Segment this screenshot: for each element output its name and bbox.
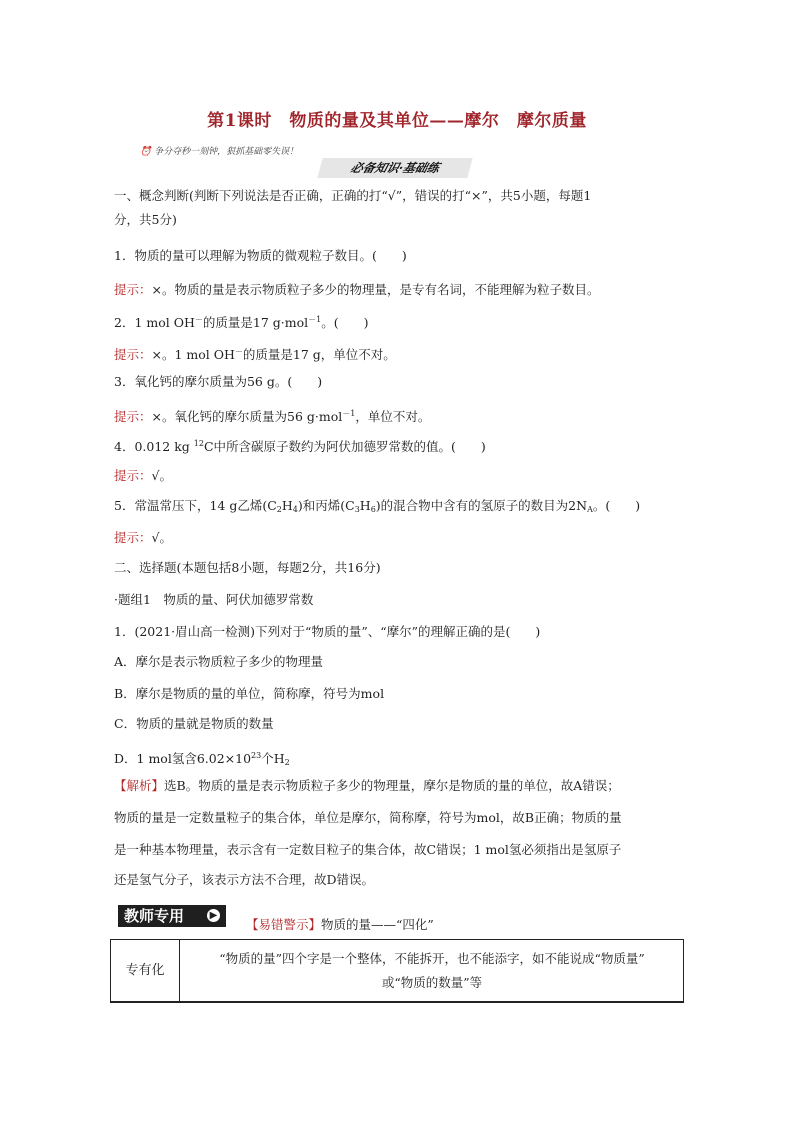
section2-header: 二、选择题(本题包括8小题，每题2分，共16分) <box>114 560 381 575</box>
superscript: 23 <box>251 751 262 760</box>
section1-header-line2: 分，共5分) <box>114 212 177 227</box>
subscript: 3 <box>354 505 360 514</box>
q2-part: 2．1 mol OH <box>114 315 195 330</box>
hint-label: 提示： <box>114 530 152 545</box>
option-d-part: D．1 mol氢含6.02×10 <box>114 751 252 766</box>
mc-question-1: 1．(2021·眉山高一检测)下列对于“物质的量”、“摩尔”的理解正确的是( ) <box>114 624 541 639</box>
answer-5 <box>114 528 684 548</box>
option-d-part: 个H <box>261 751 285 766</box>
clock-icon: ⏰ <box>140 147 152 157</box>
answer-2 <box>114 342 684 365</box>
hint-label: 提示： <box>114 282 152 297</box>
answer-4 <box>114 466 684 486</box>
superscript: － <box>194 315 203 324</box>
question-2 <box>114 310 684 333</box>
q5-part: )和丙烯(C <box>297 498 355 513</box>
analysis-line3: 是一种基本物理量，表示含有一定数目粒子的集合体，故C错误；1 mol氢必须指出是氢原子 <box>114 842 622 857</box>
answer-text: ×。氧化钙的摩尔质量为56 g·mol <box>151 409 343 424</box>
motto-line <box>140 144 298 157</box>
section1-header-line1: 一、概念判断(判断下列说法是否正确，正确的打“√”，错误的打“×”，共5小题，每题1 <box>114 188 592 203</box>
option-b: B．摩尔是物质的量的单位，简称摩，符号为mol <box>114 686 385 701</box>
answer-1 <box>114 280 684 300</box>
answer-text: √。 <box>151 530 172 545</box>
option-a: A．摩尔是表示物质粒子多少的物理量 <box>114 654 324 669</box>
subscript: 2 <box>284 758 290 767</box>
hint-label: 提示： <box>114 347 152 362</box>
analysis-label: 【解析】 <box>114 778 165 793</box>
subscript: 2 <box>276 505 282 514</box>
answer-text: ×。物质的量是表示物质粒子多少的物理量，是专有名词，不能理解为粒子数目。 <box>151 282 600 297</box>
q5-part: H <box>359 498 371 513</box>
answer-text: 的质量是17 g，单位不对。 <box>242 347 396 362</box>
q5-part: 5．常温常压下，14 g乙烯(C <box>114 498 277 513</box>
warning-label: 【易错警示】 <box>246 917 322 932</box>
hint-label: 提示： <box>114 468 152 483</box>
motto-text: 争分夺秒一刻钟，狠抓基础零失误！ <box>154 147 299 157</box>
superscript: －1 <box>308 315 322 324</box>
q5-part: 。( ) <box>592 498 641 513</box>
subscript: A <box>587 505 593 514</box>
section-banner: 必备知识·基础练 <box>317 158 472 178</box>
option-c: C．物质的量就是物质的数量 <box>114 716 274 731</box>
superscript: －1 <box>342 409 356 418</box>
answer-text: ×。1 mol OH <box>151 347 235 362</box>
answer-text: √。 <box>151 468 172 483</box>
warning-table <box>110 939 684 1003</box>
analysis-line2: 物质的量是一定数量粒子的集合体，单位是摩尔，简称摩，符号为mol，故B正确；物质的量 <box>114 810 622 825</box>
question-3: 3．氧化钙的摩尔质量为56 g。( ) <box>114 374 323 389</box>
hint-label: 提示： <box>114 409 152 424</box>
subscript: 6 <box>370 505 376 514</box>
q2-part: 的质量是17 g·mol <box>202 315 309 330</box>
description-line: “物质的量”四个字是一个整体，不能拆开，也不能添字，如不能说成“物质量” <box>219 951 645 966</box>
analysis-text: 选B。物质的量是表示物质粒子多少的物理量，摩尔是物质的量的单位，故A错误； <box>164 778 620 793</box>
table-cell-description <box>183 947 681 995</box>
q5-part: H <box>281 498 293 513</box>
q2-part: 。( ) <box>321 315 369 330</box>
warning-heading <box>246 915 434 933</box>
question-5 <box>114 496 684 520</box>
description-line: 或“物质的数量”等 <box>381 975 483 990</box>
play-arrow-icon: ▶ <box>207 909 220 922</box>
q5-part: )的混合物中含有的氢原子的数目为2N <box>375 498 588 513</box>
teacher-label: 教师专用 <box>124 907 185 925</box>
question-4 <box>114 434 684 457</box>
table-cell-term: 专有化 <box>111 940 180 1001</box>
group-1-heading: ·题组1 物质的量、阿伏加德罗常数 <box>114 592 314 607</box>
q4-part: 4．0.012 kg <box>114 439 194 454</box>
question-1: 1．物质的量可以理解为物质的微观粒子数目。( ) <box>114 248 407 263</box>
analysis-line4: 还是氢气分子，该表示方法不合理，故D错误。 <box>114 872 375 887</box>
page-title: 第1课时 物质的量及其单位——摩尔 摩尔质量 <box>207 111 587 131</box>
q4-part: C中所含碳原子数约为阿伏加德罗常数的值。( ) <box>203 439 486 454</box>
teacher-only-badge <box>118 905 226 927</box>
answer-3 <box>114 404 684 427</box>
option-d <box>114 746 684 773</box>
superscript: － <box>234 347 243 356</box>
subscript: 4 <box>292 505 298 514</box>
warning-text: 物质的量——“四化” <box>321 917 434 932</box>
answer-text: ，单位不对。 <box>355 409 431 424</box>
analysis-line1 <box>114 776 684 796</box>
superscript: 12 <box>193 439 204 448</box>
